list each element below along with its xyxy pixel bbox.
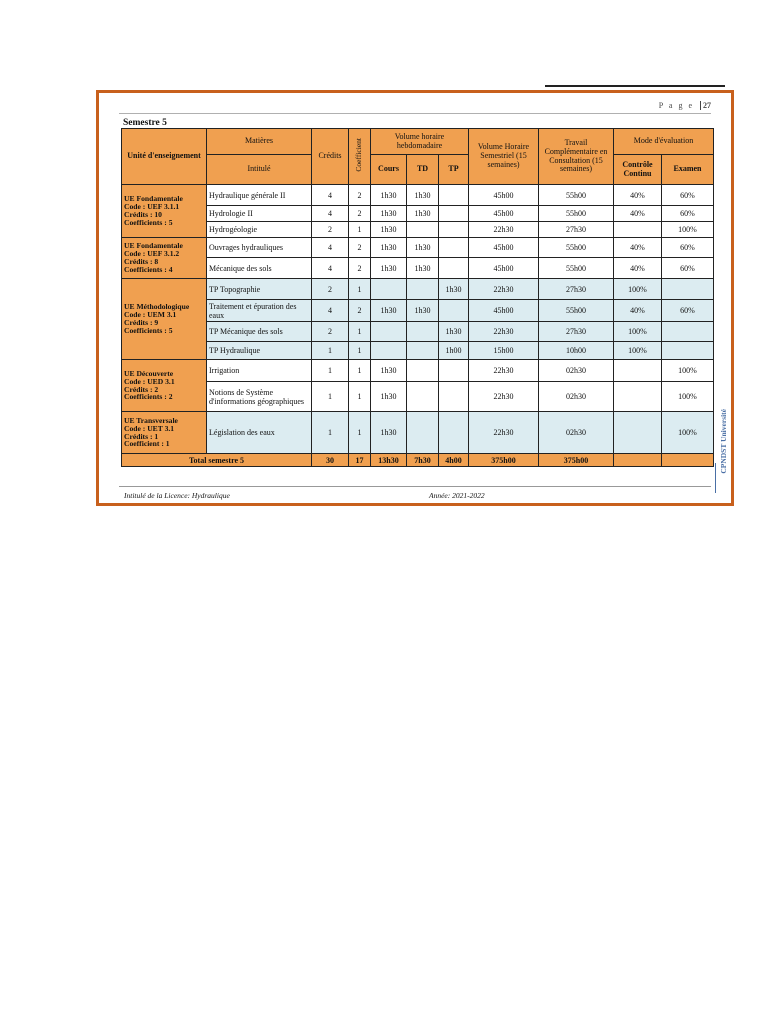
total-credits: 30 [312,454,349,467]
matiere-cell: TP Mécanique des sols [207,322,312,342]
matiere-cell: Hydraulique générale II [207,185,312,206]
exam-cell: 60% [662,258,714,279]
ue-line: Code : UEM 3.1 [124,310,177,320]
exam-cell: 60% [662,185,714,206]
total-row [122,454,714,467]
header-volume-semestriel: Volume Horaire Semestriel (15 semaines) [469,129,539,185]
vhs-cell: 45h00 [469,185,539,206]
cc-cell: 100% [614,342,662,360]
td-cell: 1h30 [407,300,439,322]
vhs-cell: 45h00 [469,300,539,322]
header-credits: Crédits [312,129,349,185]
td-cell [407,279,439,300]
header-coefficient-text: Coefficient [354,138,364,172]
semester-title: Semestre 5 [123,118,167,128]
ue-line: Coefficients : 2 [124,392,173,402]
curriculum-table [121,128,714,467]
header-volume-hebdo: Volume horaire hebdomadaire [371,129,469,155]
cours-cell [371,322,407,342]
total-coef: 17 [349,454,371,467]
tp-cell [439,222,469,238]
credits-cell: 1 [312,342,349,360]
ue-line: UE Transversale [124,415,178,425]
tp-cell [439,206,469,222]
matiere-cell: Hydrologie II [207,206,312,222]
cc-cell [614,382,662,412]
header-matieres: Matières [207,129,312,155]
header-coefficient [349,129,371,185]
credits-cell: 1 [312,382,349,412]
ue-line: UE Fondamentale [124,194,183,204]
header-ue: Unité d'enseignement [122,129,207,185]
credits-cell: 1 [312,412,349,454]
table-row [122,322,714,342]
td-cell: 1h30 [407,185,439,206]
matiere-cell: Mécanique des sols [207,258,312,279]
td-cell: 1h30 [407,238,439,258]
cours-cell [371,342,407,360]
coef-cell: 1 [349,322,371,342]
header-controle: Contrôle Continu [614,155,662,185]
matiere-cell: Ouvrages hydrauliques [207,238,312,258]
ue-line: Crédits : 10 [124,210,162,219]
coef-cell: 2 [349,185,371,206]
ue-line: Code : UED 3.1 [124,376,175,386]
header-examen: Examen [662,155,714,185]
ue-line: Coefficient : 1 [124,439,170,449]
header-line [119,113,711,114]
cours-cell: 1h30 [371,360,407,382]
credits-cell: 4 [312,258,349,279]
td-cell [407,412,439,454]
tcc-cell: 10h00 [539,342,614,360]
header-td: TD [407,155,439,185]
table-row [122,185,714,206]
cours-cell: 1h30 [371,300,407,322]
footer-licence: Intitulé de la Licence: Hydraulique [124,491,230,500]
tcc-cell: 27h30 [539,222,614,238]
total-tp: 4h00 [439,454,469,467]
total-cc [614,454,662,467]
coef-cell: 1 [349,360,371,382]
matiere-cell: TP Hydraulique [207,342,312,360]
tcc-cell: 55h00 [539,300,614,322]
matiere-cell: Législation des eaux [207,412,312,454]
matiere-cell: Irrigation [207,360,312,382]
tp-cell [439,382,469,412]
exam-cell [662,279,714,300]
cc-cell: 100% [614,279,662,300]
credits-cell: 2 [312,322,349,342]
header-mode-eval: Mode d'évaluation [614,129,714,155]
td-cell: 1h30 [407,258,439,279]
table-row [122,300,714,322]
matiere-cell: Hydrogéologie [207,222,312,238]
cours-cell: 1h30 [371,238,407,258]
credits-cell: 4 [312,300,349,322]
total-td: 7h30 [407,454,439,467]
tp-cell [439,258,469,279]
credits-cell: 1 [312,360,349,382]
page-label: P a g e [658,101,694,110]
tcc-cell: 27h30 [539,279,614,300]
coef-cell: 2 [349,258,371,279]
total-exam [662,454,714,467]
header-intitule: Intitulé [207,155,312,185]
ue-line: UE Fondamentale [124,241,183,251]
td-cell [407,382,439,412]
ue-line: UE Découverte [124,368,174,378]
total-tcc: 375h00 [539,454,614,467]
exam-cell: 100% [662,360,714,382]
matiere-cell: Notions de Système d'informations géographiques [207,382,312,412]
credits-cell: 4 [312,206,349,222]
tcc-cell: 55h00 [539,206,614,222]
cc-cell: 100% [614,322,662,342]
tcc-cell: 55h00 [539,238,614,258]
side-label [719,409,733,489]
tp-cell [439,412,469,454]
table-row [122,412,714,454]
tp-cell [439,185,469,206]
td-cell [407,360,439,382]
cc-cell [614,360,662,382]
td-cell [407,222,439,238]
vhs-cell: 22h30 [469,279,539,300]
ue-cell [122,185,207,238]
cc-cell [614,412,662,454]
tcc-cell: 55h00 [539,185,614,206]
exam-cell: 60% [662,300,714,322]
table-row [122,206,714,222]
credits-cell: 2 [312,279,349,300]
header-travail: Travail Complémentaire en Consultation (15 semaines) [539,129,614,185]
header-tp: TP [439,155,469,185]
cc-cell: 40% [614,300,662,322]
table-row [122,342,714,360]
cours-cell: 1h30 [371,206,407,222]
exam-cell: 100% [662,412,714,454]
top-rule [545,85,725,87]
coef-cell: 2 [349,300,371,322]
cours-cell: 1h30 [371,222,407,238]
footer-year: Année: 2021-2022 [429,491,485,500]
ue-cell [122,279,207,360]
footer-line [119,486,711,487]
table-row [122,279,714,300]
td-cell: 1h30 [407,206,439,222]
ue-line: Crédits : 1 [124,431,159,441]
tp-cell [439,238,469,258]
page-number-value: 27 [700,101,711,110]
header-cours: Cours [371,155,407,185]
credits-cell: 4 [312,185,349,206]
ue-cell [122,360,207,412]
exam-cell [662,322,714,342]
coef-cell: 1 [349,412,371,454]
ue-line: Coefficients : 5 [124,325,173,335]
page-number [659,101,711,110]
cours-cell: 1h30 [371,185,407,206]
vhs-cell: 22h30 [469,382,539,412]
vhs-cell: 22h30 [469,360,539,382]
ue-line: Crédits : 2 [124,384,159,394]
matiere-cell: Traitement et épuration des eaux [207,300,312,322]
credits-cell: 2 [312,222,349,238]
table-row [122,238,714,258]
vhs-cell: 45h00 [469,238,539,258]
ue-line: UE Méthodologique [124,302,190,312]
td-cell [407,342,439,360]
coef-cell: 2 [349,206,371,222]
cours-cell: 1h30 [371,258,407,279]
tp-cell: 1h30 [439,322,469,342]
exam-cell: 60% [662,206,714,222]
table-row [122,222,714,238]
matiere-cell: TP Topographie [207,279,312,300]
ue-line: Crédits : 9 [124,318,159,327]
side-label-text: CPNDST Université [719,409,728,474]
vhs-cell: 22h30 [469,222,539,238]
ue-cell [122,412,207,454]
ue-line: Coefficients : 5 [124,217,173,227]
cc-cell [614,222,662,238]
ue-line: Code : UET 3.1 [124,423,175,433]
vhs-cell: 45h00 [469,206,539,222]
table-row [122,360,714,382]
credits-cell: 4 [312,238,349,258]
cours-cell [371,279,407,300]
vhs-cell: 45h00 [469,258,539,279]
coef-cell: 1 [349,342,371,360]
tcc-cell: 55h00 [539,258,614,279]
table-row [122,382,714,412]
coef-cell: 1 [349,382,371,412]
page-frame [96,90,734,506]
tp-cell: 1h30 [439,279,469,300]
cc-cell: 40% [614,185,662,206]
coef-cell: 2 [349,238,371,258]
coef-cell: 1 [349,279,371,300]
cours-cell: 1h30 [371,382,407,412]
ue-line: Coefficients : 4 [124,264,173,274]
cours-cell: 1h30 [371,412,407,454]
tcc-cell: 02h30 [539,412,614,454]
exam-cell: 100% [662,222,714,238]
ue-line: Code : UEF 3.1.1 [124,202,180,212]
cc-cell: 40% [614,258,662,279]
ue-cell [122,238,207,279]
tp-cell [439,360,469,382]
vhs-cell: 22h30 [469,322,539,342]
side-tick [715,463,716,493]
total-label: Total semestre 5 [122,454,312,467]
cc-cell: 40% [614,238,662,258]
exam-cell [662,342,714,360]
table-row [122,258,714,279]
tp-cell [439,300,469,322]
tcc-cell: 02h30 [539,382,614,412]
vhs-cell: 15h00 [469,342,539,360]
tcc-cell: 02h30 [539,360,614,382]
ue-line: Code : UEF 3.1.2 [124,249,180,259]
total-vhs: 375h00 [469,454,539,467]
cc-cell: 40% [614,206,662,222]
tcc-cell: 27h30 [539,322,614,342]
exam-cell: 60% [662,238,714,258]
exam-cell: 100% [662,382,714,412]
td-cell [407,322,439,342]
tp-cell: 1h00 [439,342,469,360]
coef-cell: 1 [349,222,371,238]
total-cours: 13h30 [371,454,407,467]
vhs-cell: 22h30 [469,412,539,454]
ue-line: Crédits : 8 [124,257,159,266]
